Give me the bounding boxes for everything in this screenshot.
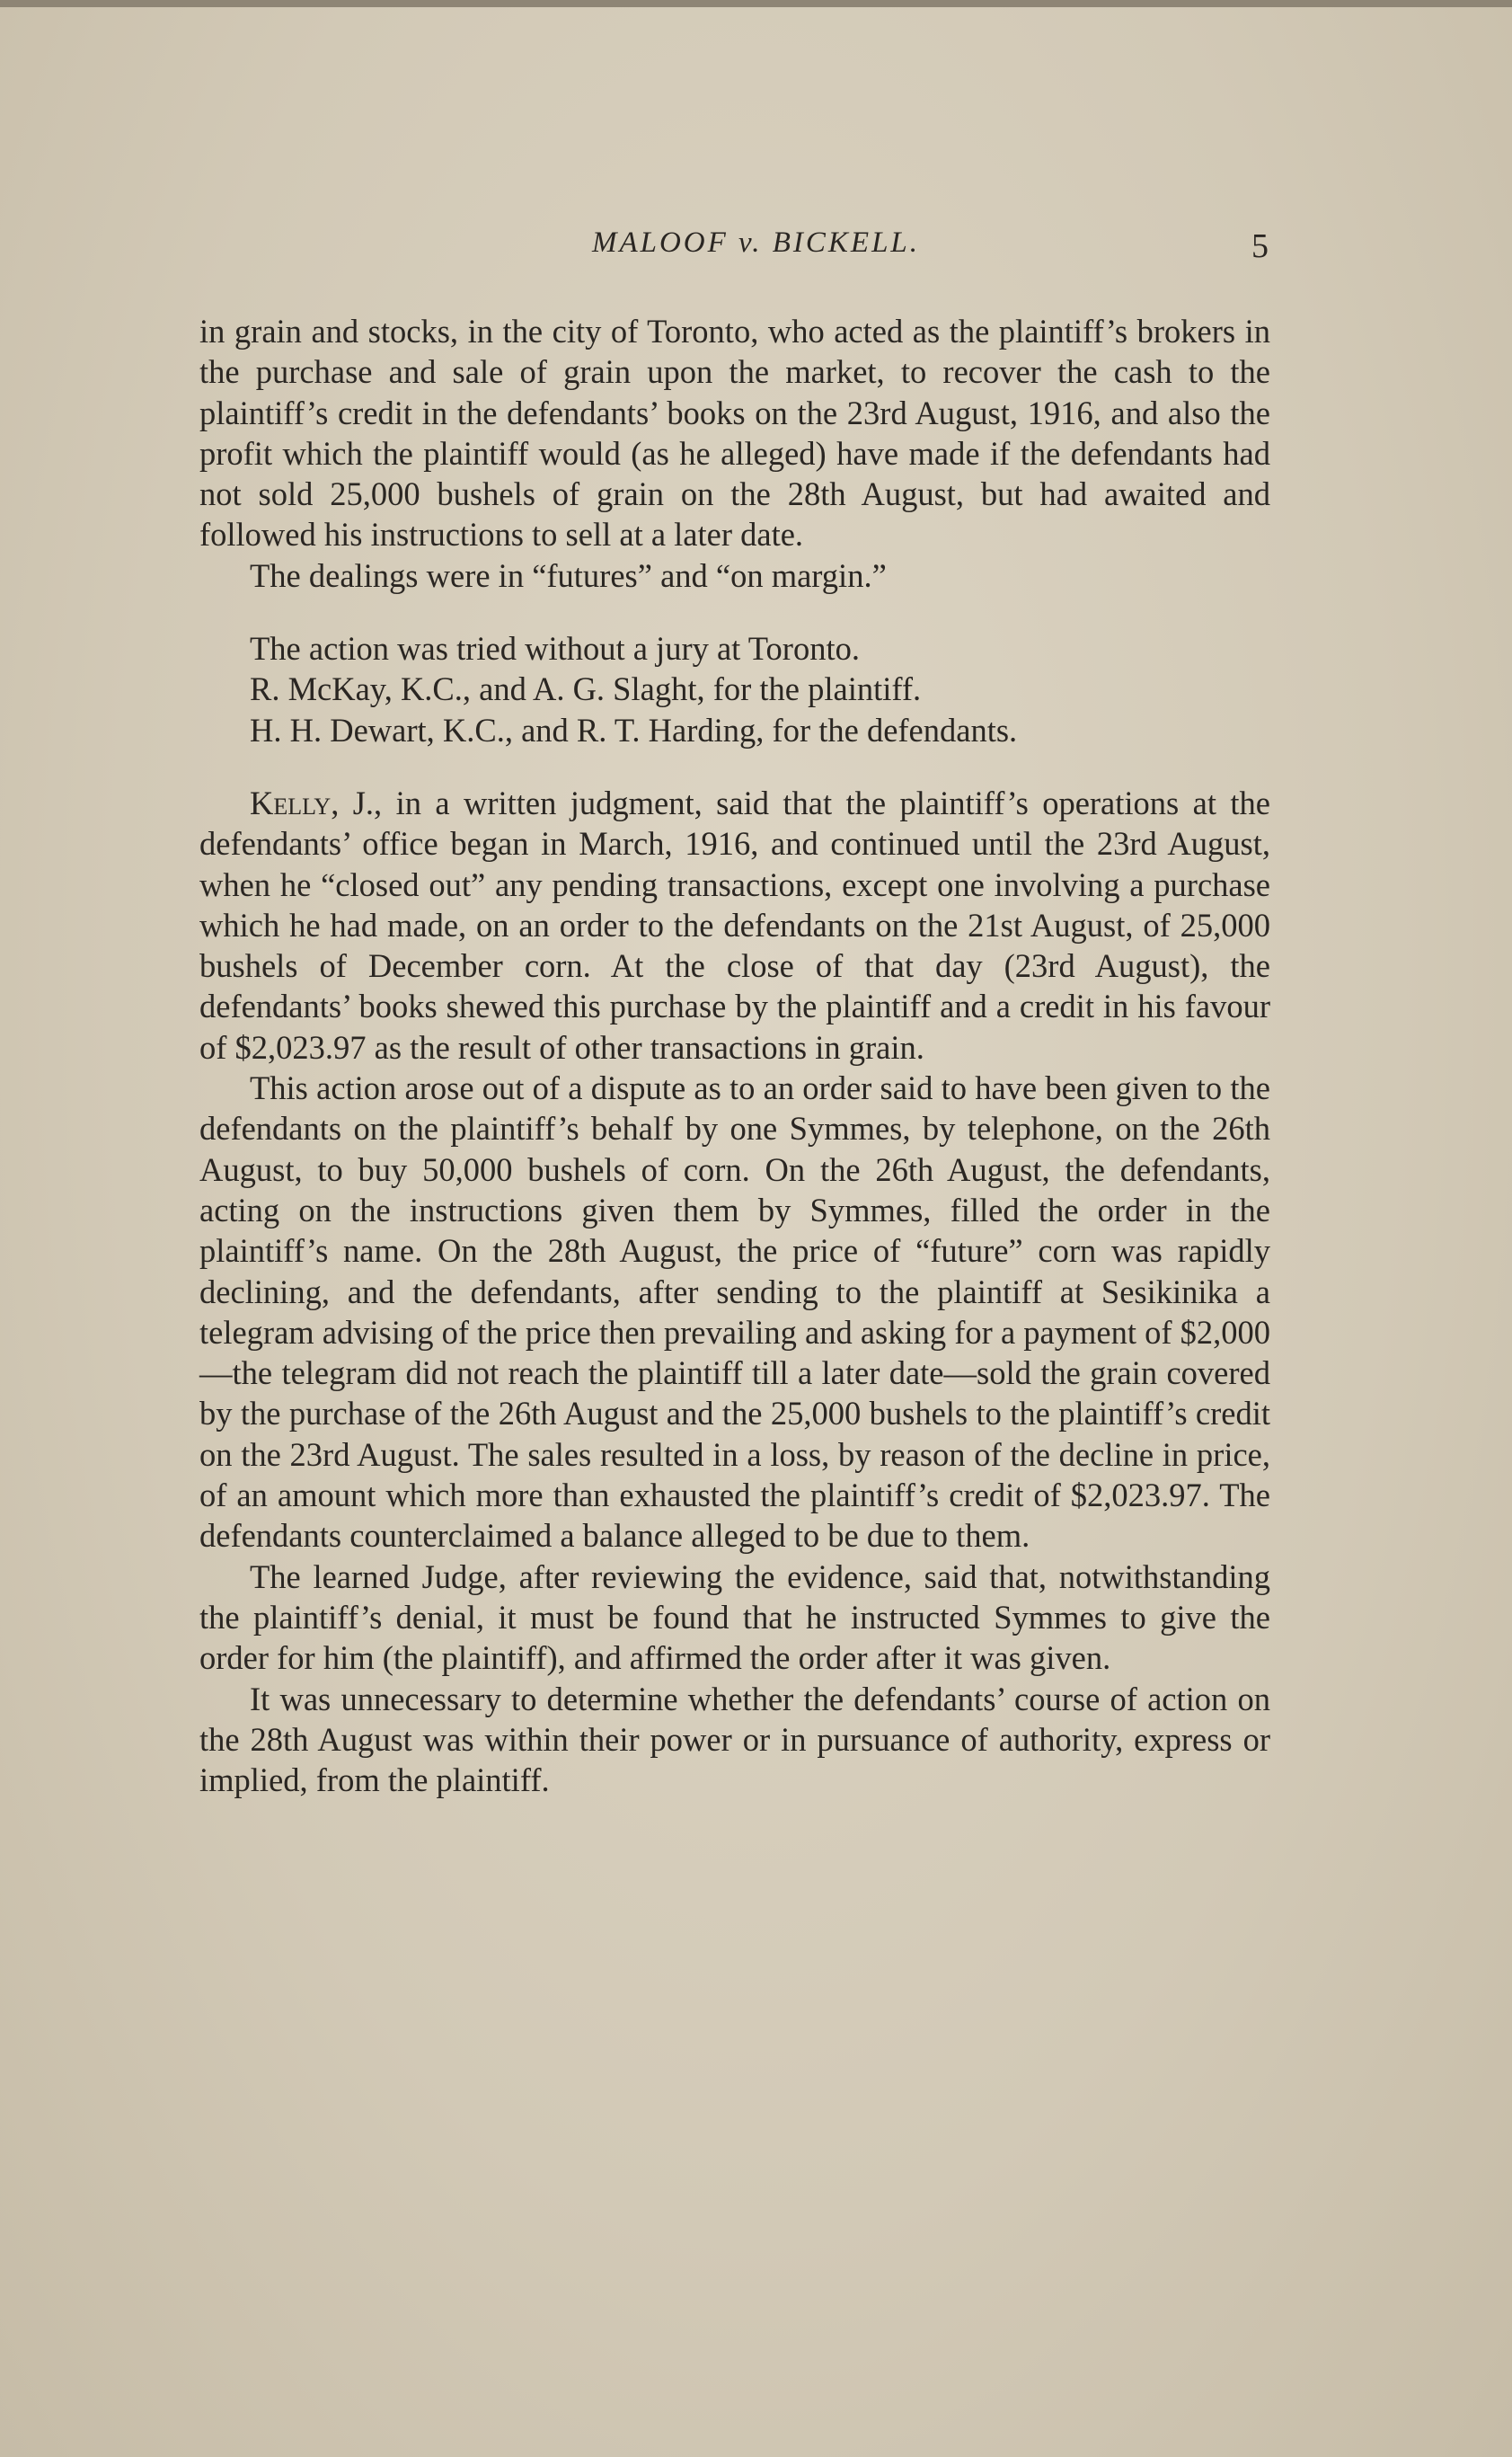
body-text: [199, 311, 1270, 1800]
counsel-defendants: H. H. Dewart, K.C., and R. T. Harding, for the defendants.: [250, 711, 1018, 749]
paragraph-dealings: The dealings were in “futures” and “on margin.”: [250, 556, 887, 594]
page-top-edge: [0, 0, 1512, 7]
page-number: 5: [1251, 227, 1269, 265]
paragraph-judgment: [199, 783, 1270, 1068]
judge-name: Kelly: [250, 784, 332, 821]
counsel-plaintiff: R. McKay, K.C., and A. G. Slaght, for the plaintiff.: [250, 670, 922, 708]
paragraph-trial: The action was tried without a jury at Toronto.: [250, 630, 860, 668]
paragraph-conclusion: It was unnecessary to determine whether the defendants’ course of action on the 28th August was within their power or in pursuance of authority, express or implied, from the plaintiff.: [199, 1680, 1270, 1799]
paragraph-continued: in grain and stocks, in the city of Toronto, who acted as the plaintiff’s brokers in the purchase and sale of grain upon the market, to recover the cash to the plaintiff’s credit in the defendants’ books on the 23rd August, 1916, and also the profit which the plaintiff would (as he alleged) have made if the defendants had not sold 25,000 bushels of grain on the 28th August, but had awaited and followed his instructions to sell at a later date.: [199, 313, 1270, 554]
running-title: MALOOF v. BICKELL.: [591, 226, 921, 259]
judgment-text: , J., in a written judgment, said that the plaintiff’s operations at the defendants’ office began in March, 1916, and continued until the 23rd August, when he “closed out” any pending transactions, except one involving a purchase which he had made, on an order to the defendants on the 21st August, of 25,000 bushels of December corn. At the close of that day (23rd August), the defendants’ books shewed this purchase by the plaintiff and a credit in his favour of $2,023.97 as the result of other transactions in grain.: [199, 784, 1270, 1066]
paragraph-finding: The learned Judge, after reviewing the evidence, said that, notwithstanding the plaintiff’s denial, it must be found that he instructed Symmes to give the order for him (the plaintiff), and affirmed the order after it was given.: [199, 1557, 1270, 1677]
paragraph-dispute: This action arose out of a dispute as to an order said to have been given to the defendants on the plaintiff’s behalf by one Symmes, by telephone, on the 26th August, to buy 50,000 bushels of corn. On the 26th August, the defendants, acting on the instructions given them by Symmes, filled the order in the plaintiff’s name. On the 28th August, the price of “future” corn was rapidly declining, and the defendants, after sending to the plaintiff at Sesikinika a telegram advising of the price then prevailing and asking for a payment of $2,000—the telegram did not reach the plaintiff till a later date—sold the grain covered by the purchase of the 26th August and the 25,000 bushels to the plaintiff’s credit on the 23rd August. The sales resulted in a loss, by reason of the decline in price, of an amount which more than exhausted the plaintiff’s credit of $2,023.97. The defendants counterclaimed a balance alleged to be due to them.: [199, 1069, 1270, 1555]
